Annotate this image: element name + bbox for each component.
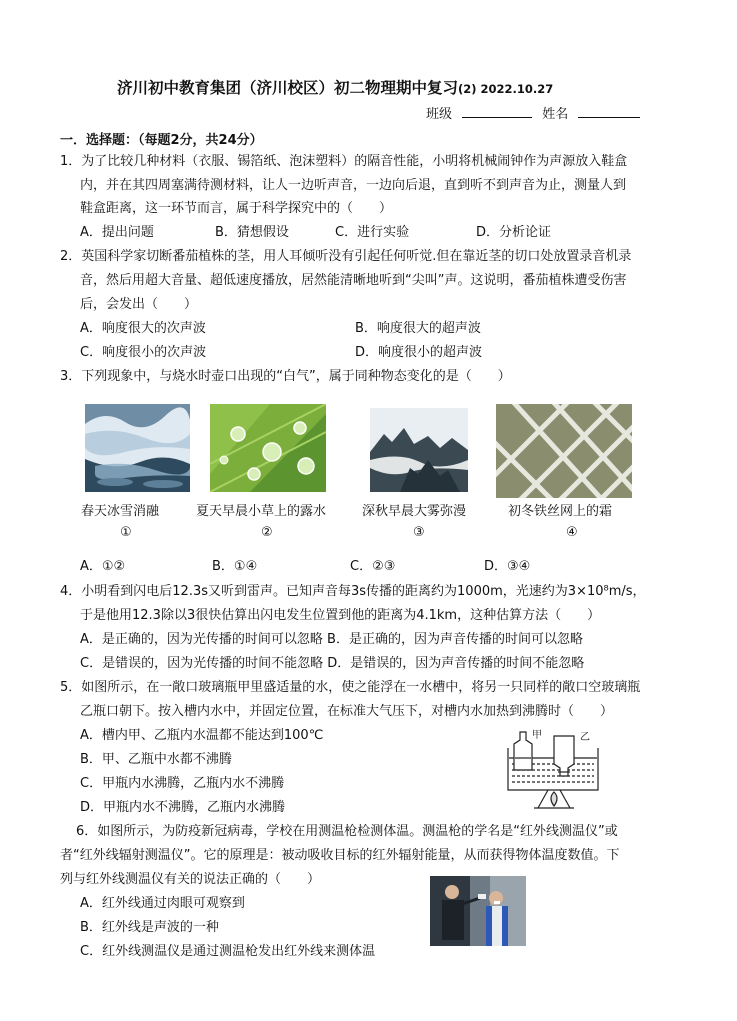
q3-caption-4: 初冬铁丝网上的霜	[508, 504, 613, 519]
page-title	[117, 76, 553, 98]
q4-line1: 4．小明看到闪电后12.3s又听到雷声。已知声音每3s传播的距离约为1000m，光速约为3×10⁸m/s，	[60, 584, 646, 599]
q5-figure-trough	[498, 728, 618, 814]
title-text: 济川初中教育集团（济川校区）初二物理期中复习	[117, 78, 459, 97]
q3-option-c[interactable]: C．②③	[350, 559, 396, 574]
name-blank[interactable]	[578, 105, 640, 118]
q6-option-a[interactable]: A．红外线通过肉眼可观察到	[80, 896, 245, 911]
q2-line1: 2．英国科学家切断番茄植株的茎，用人耳倾听没有引起任何听觉.但在靠近茎的切口处放置录音机录	[60, 249, 632, 264]
q3-option-b[interactable]: B．①④	[212, 559, 258, 574]
name-label: 姓名	[542, 107, 569, 122]
q2-option-c[interactable]: C．响度很小的次声波	[80, 345, 207, 360]
q6-option-b[interactable]: B．红外线是声波的一种	[80, 920, 219, 935]
q1-option-c[interactable]: C．进行实验	[335, 225, 410, 240]
class-field[interactable]	[426, 105, 640, 124]
q1-line2: 内，并在其四周塞满待测材料，让人一边听声音，一边向后退，直到听不到声音为止，测量人到	[80, 178, 627, 193]
q5-line2: 乙瓶口朝下。按入槽内水中，并固定位置，在标准大气压下，对槽内水加热到沸腾时（ ）	[80, 704, 614, 719]
title-suffix: (2) 2022.10.27	[458, 82, 554, 96]
q1-line1: 1．为了比较几种材料（衣服、锡箔纸、泡沫塑料）的隔音性能，小明将机械闹钟作为声源放入鞋盒	[60, 154, 628, 169]
section-heading: 一．选择题：（每题2分，共24分）	[60, 133, 263, 148]
photo-ice-melting	[85, 404, 190, 492]
q3-num-4: ④	[566, 525, 578, 540]
q3-option-a[interactable]: A．①②	[80, 559, 126, 574]
photo-frost-wire-mesh	[496, 404, 632, 498]
q1-option-d[interactable]: D．分析论证	[476, 225, 552, 240]
q5-option-c[interactable]: C．甲瓶内水沸腾，乙瓶内水不沸腾	[80, 776, 285, 791]
q3-line1: 3．下列现象中，与烧水时壶口出现的“白气”，属于同种物态变化的是（ ）	[60, 369, 511, 384]
q3-num-3: ③	[413, 525, 425, 540]
q1-option-b[interactable]: B．猜想假设	[215, 225, 289, 240]
q3-num-1: ①	[120, 525, 132, 540]
q6-line3: 列与红外线测温仪有关的说法正确的（ ）	[60, 872, 321, 887]
q2-line3: 后，会发出（ ）	[80, 297, 198, 312]
q5-label-yi: 乙	[580, 732, 590, 743]
class-blank[interactable]	[462, 105, 532, 118]
q4-option-ab[interactable]: A．是正确的，因为光传播的时间可以忽略 B．是正确的，因为声音传播的时间可以忽略	[80, 632, 583, 647]
q5-label-jia: 甲	[532, 730, 542, 741]
photo-dew-on-grass	[210, 404, 326, 492]
q4-line2: 于是他用12.3除以3很快估算出闪电发生位置到他的距离为4.1km，这种估算方法（ ）	[80, 608, 601, 623]
q1-line3: 鞋盒距离，这一环节而言，属于科学探究中的（ ）	[80, 201, 393, 216]
photo-fog-mountains	[370, 408, 468, 492]
q2-line2: 音，然后用超大音量、超低速度播放，居然能清晰地听到“尖叫”声。这说明，番茄植株遭受伤害	[80, 273, 627, 288]
q5-option-a[interactable]: A．槽内甲、乙瓶内水温都不能达到100℃	[80, 728, 324, 743]
q6-line1: 6．如图所示，为防疫新冠病毒，学校在用测温枪检测体温。测温枪的学名是“红外线测温仪”或	[76, 824, 618, 839]
q3-caption-3: 深秋早晨大雾弥漫	[362, 504, 467, 519]
q2-option-a[interactable]: A．响度很大的次声波	[80, 321, 206, 336]
q6-line2: 者“红外线辐射测温仪”。它的原理是：被动吸收目标的红外辐射能量，从而获得物体温度数值。下	[60, 848, 620, 863]
q1-option-a[interactable]: A．提出问题	[80, 225, 154, 240]
class-label: 班级	[426, 107, 453, 122]
q3-option-d[interactable]: D．③④	[484, 559, 531, 574]
q6-option-c[interactable]: C．红外线测温仪是通过测温枪发出红外线来测体温	[80, 944, 376, 959]
photo-temperature-check	[430, 876, 526, 946]
q2-option-b[interactable]: B．响度很大的超声波	[355, 321, 481, 336]
q2-option-d[interactable]: D．响度很小的超声波	[355, 345, 483, 360]
q3-caption-2: 夏天早晨小草上的露水	[196, 504, 327, 519]
q5-line1: 5．如图所示，在一敞口玻璃瓶甲里盛适量的水，使之能浮在一水槽中，将另一只同样的敞口空玻璃瓶	[60, 680, 641, 695]
q5-option-b[interactable]: B．甲、乙瓶中水都不沸腾	[80, 752, 232, 767]
q5-option-d[interactable]: D．甲瓶内水不沸腾，乙瓶内水沸腾	[80, 800, 286, 815]
q3-caption-1: 春天冰雪消融	[81, 504, 160, 519]
q4-option-cd[interactable]: C．是错误的，因为光传播的时间不能忽略 D．是错误的，因为声音传播的时间不能忽略	[80, 656, 585, 671]
q3-num-2: ②	[261, 525, 273, 540]
